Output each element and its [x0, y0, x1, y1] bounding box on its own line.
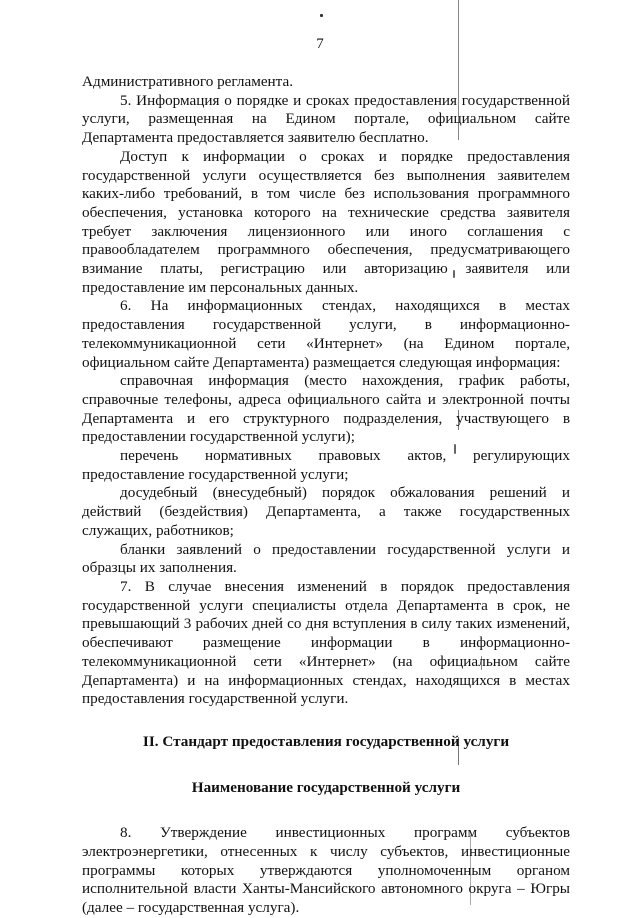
paragraph: справочная информация (место нахождения, график работы, справочные телефоны, адреса официального сайта и электронной почты Департамента и его структурного подразделения, участвующего в предоставлении государственной услуги); [82, 372, 570, 446]
section-heading: II. Стандарт предоставления государственной услуги [142, 732, 510, 750]
paragraph: 6. На информационных стендах, находящихся в местах предоставления государственной услуги, в информационно-телекоммуникационной сети «Интернет» (на Едином портале, официальном сайте Департамента) размещается следующая информация: [82, 297, 570, 371]
paragraph: Доступ к информации о сроках и порядке предоставления государственной услуги осуществляется без выполнения заявителем каких-либо требований, в том числе без использования программного обеспечения, установка которого на технические средства заявителя требует заключения лицензионного или иного соглашения с правообладателем программного обеспечения, предусматривающего взимание платы, регистрацию или авторизацию заявителя или предоставление им персональных данных. [82, 147, 570, 296]
paragraph: 5. Информация о порядке и сроках предоставления государственной услуги, размещенная на Едином портале, официальном сайте Департамента предоставляется заявителю бесплатно. [82, 91, 570, 147]
section-subheading: Наименование государственной услуги [191, 778, 461, 796]
paragraph: бланки заявлений о предоставлении государственной услуги и образцы их заполнения. [82, 540, 570, 577]
document-body [82, 73, 570, 918]
paragraph: 7. В случае внесения изменений в порядок предоставления государственной услуги специалисты отдела Департамента в срок, не превышающий 3 рабочих дней со дня вступления в силу таких изменений, обеспечивают размещение информации в информационно-телекоммуникационной сети «Интернет» (на официальном сайте Департамента) и на информационных стендах, находящихся в местах предоставления государственной услуги. [82, 577, 570, 708]
page-number: 7 [316, 36, 324, 52]
paragraph: 8. Утверждение инвестиционных программ субъектов электроэнергетики, отнесенных к числу субъектов, инвестиционные программы которых утверждаются уполномоченным органом исполнительной власти Ханты-Мансийского автономного округа – Югры (далее – государственная услуга). [82, 824, 570, 917]
scan-artifact [320, 14, 323, 17]
paragraph: досудебный (внесудебный) порядок обжалования решений и действий (бездействия) Департамента, а также государственных служащих, работников; [82, 484, 570, 539]
paragraph: перечень нормативных правовых актов, регулирующих предоставление государственной услуги; [82, 447, 570, 483]
paragraph: Административного регламента. [82, 73, 294, 90]
